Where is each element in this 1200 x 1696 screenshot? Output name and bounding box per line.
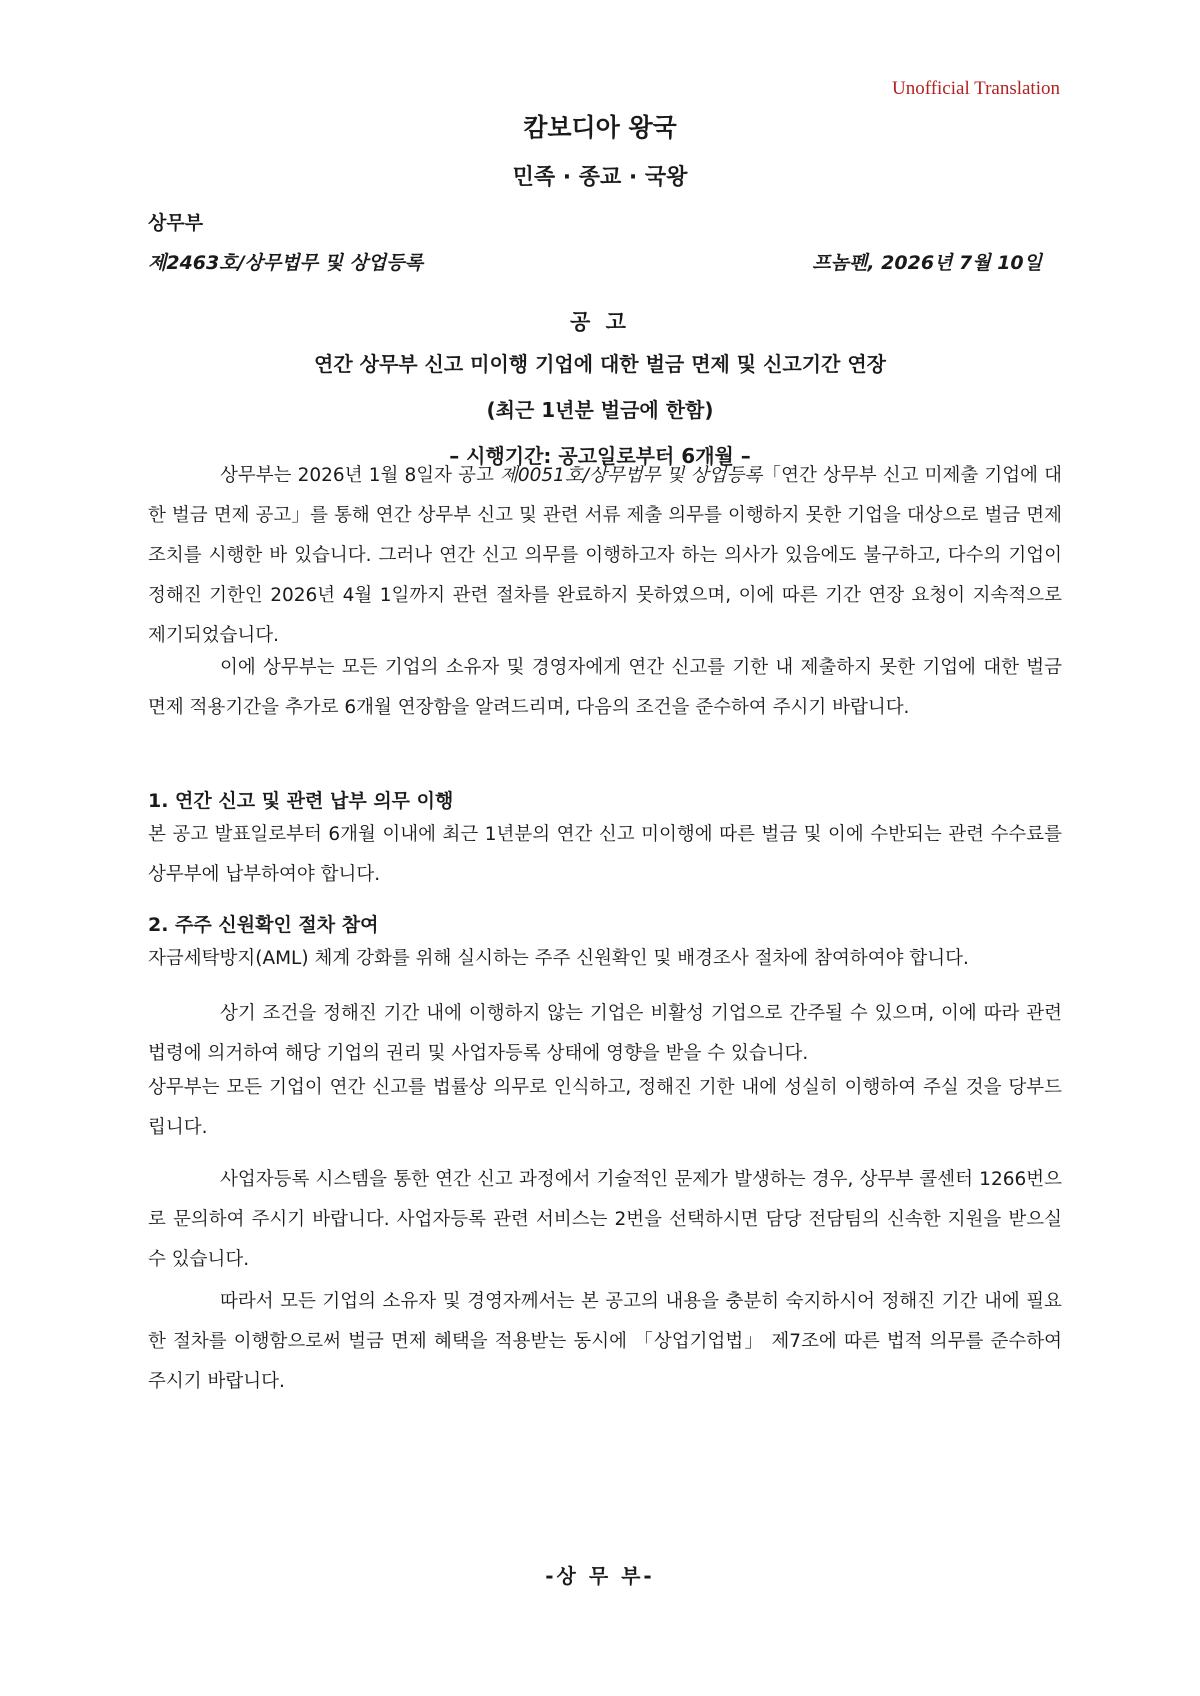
paragraph-1 [148, 456, 1062, 656]
paragraph-6: 따라서 모든 기업의 소유자 및 경영자께서는 본 공고의 내용을 충분히 숙지하시어 정해진 기간 내에 필요한 절차를 이행함으로써 벌금 면제 혜택을 적용받는 동시에 「상업기업법」 제7조에 따른 법적 의무를 준수하여 주시기 바랍니다. [148, 1291, 1062, 1392]
condition-1-text: 본 공고 발표일로부터 6개월 이내에 최근 1년분의 연간 신고 미이행에 따른 벌금 및 이에 수반되는 관련 수수료를 상무부에 납부하여야 합니다. [148, 824, 1062, 885]
place-date: 프놈펜, 2026년 7월 10일 [812, 252, 1042, 274]
issuing-ministry: 상무부 [148, 212, 204, 234]
paragraph-3: 상기 조건을 정해진 기간 내에 이행하지 않는 기업은 비활성 기업으로 간주될 수 있으며, 이에 따라 관련 법령에 의거하여 해당 기업의 권리 및 사업자등록 상태에 영향을 받을 수 있습니다. [148, 1003, 1062, 1064]
paragraph-2: 이에 상무부는 모든 기업의 소유자 및 경영자에게 연간 신고를 기한 내 제출하지 못한 기업에 대한 벌금 면제 적용기간을 추가로 6개월 연장함을 알려드리며, 다음의 조건을 준수하여 주시기 바랍니다. [148, 657, 1062, 718]
effective-period: – 시행기간: 공고일로부터 6개월 – [449, 444, 751, 468]
condition-2-heading: 2. 주주 신원확인 절차 참여 [148, 914, 379, 936]
condition-1-heading: 1. 연간 신고 및 관련 납부 의무 이행 [148, 790, 454, 812]
notice-label: 공 고 [570, 310, 630, 334]
paragraph-4: 상무부는 모든 기업이 연간 신고를 법률상 의무로 인식하고, 정해진 기한 내에 성실히 이행하여 주실 것을 당부드립니다. [148, 1077, 1062, 1138]
unofficial-translation-label: Unofficial Translation [891, 78, 1060, 99]
national-motto: 민족 · 종교 · 국왕 [512, 165, 688, 190]
paragraph-1-reference: 제0051호/상무법무 및 상업등록 [499, 465, 763, 486]
condition-2-text: 자금세탁방지(AML) 체계 강화를 위해 실시하는 주주 신원확인 및 배경조사 절차에 참여하여야 합니다. [148, 948, 969, 969]
paragraph-1-pre: 상무부는 2026년 1월 8일자 공고 [220, 465, 500, 486]
kingdom-heading: 캄보디아 왕국 [523, 113, 677, 142]
reference-line [148, 248, 1042, 275]
paragraph-5: 사업자등록 시스템을 통한 연간 신고 과정에서 기술적인 문제가 발생하는 경우, 상무부 콜센터 1266번으로 문의하여 주시기 바랍니다. 사업자등록 관련 서비스는 2번을 선택하시면 담당 전담팀의 신속한 지원을 받으실 수 있습니다. [148, 1169, 1062, 1270]
paragraph-1-post: 「연간 상무부 신고 미제출 기업에 대한 벌금 면제 공고」를 통해 연간 상무부 신고 및 관련 서류 제출 의무를 이행하지 못한 기업을 대상으로 벌금 면제 조치를 시행한 바 있습니다. 그러나 연간 신고 의무를 이행하고자 하는 의사가 있음에도 불구하고, 다수의 기업이 정해진 기한인 2026년 4월 1일까지 관련 절차를 완료하지 못하였으며, 이에 따른 기간 연장 요청이 지속적으로 제기되었습니다. [148, 465, 1062, 646]
notice-title: 연간 상무부 신고 미이행 기업에 대한 벌금 면제 및 신고기간 연장 [314, 352, 886, 376]
signature-ministry: -상 무 부- [545, 1564, 655, 1588]
reference-number: 제2463호/상무법무 및 상업등록 [148, 252, 423, 274]
notice-subtitle: (최근 1년분 벌금에 한함) [486, 398, 714, 422]
